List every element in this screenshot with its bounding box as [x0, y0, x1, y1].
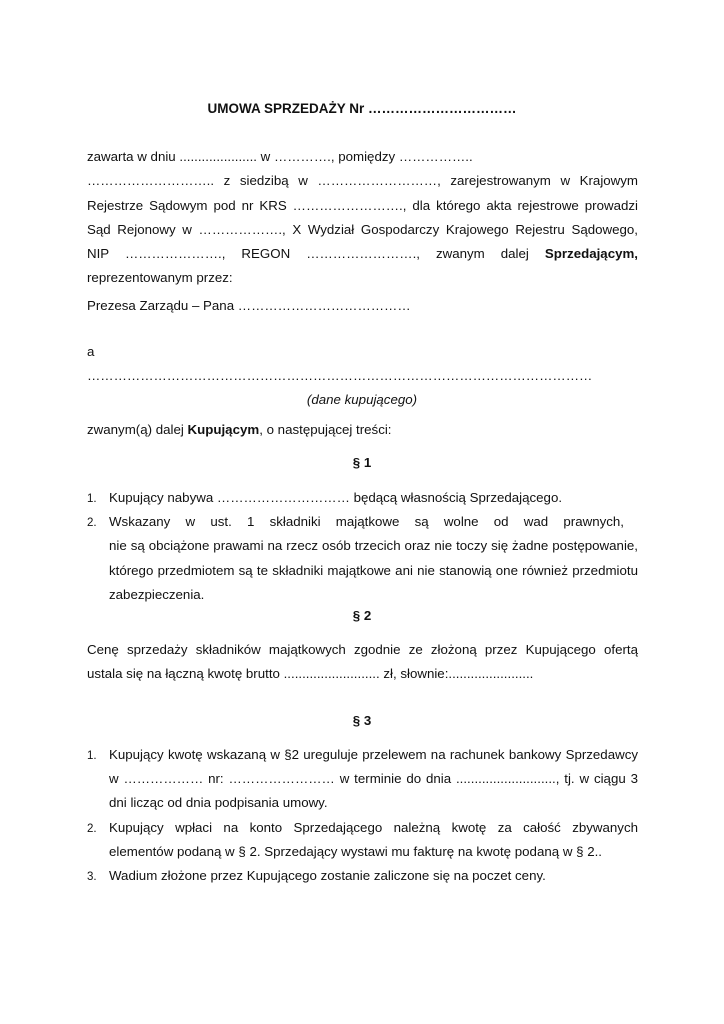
list-text: którego przedmiotem są te składniki majątkowe ani nie stanowią one również przedmiotu [109, 562, 638, 578]
list-text: Kupujący nabywa ………………………… będącą własnością Sprzedającego. [109, 490, 563, 505]
list-number: 2. [87, 822, 97, 835]
list-number: 1. [87, 750, 97, 762]
list-item [87, 743, 638, 816]
section-1-heading: § 1 [352, 455, 372, 470]
section-1-list [87, 486, 638, 607]
section-2-heading: § 2 [352, 608, 372, 623]
intro-line-5-text: NIP …………………., REGON ……………………., zwanym dalej [87, 246, 529, 262]
intro-paragraph [87, 145, 638, 291]
section-3-list [87, 743, 638, 888]
list-item [87, 486, 638, 510]
list-number: 2. [87, 517, 97, 530]
section-2-line-2: ustala się na łączną kwotę brutto .......................... zł, słownie:....................... [87, 666, 534, 682]
representative-line: Prezesa Zarządu – Pana ………………………………… [87, 298, 411, 313]
list-text: Wadium złożone przez Kupującego zostanie zaliczone się na poczet ceny. [109, 868, 546, 884]
list-number: 1. [87, 493, 97, 505]
intro-line-6: reprezentowanym przez: [87, 270, 233, 286]
buyer-data-caption: (dane kupującego) [306, 392, 418, 407]
intro-line-2: ……………………….. z siedzibą w ………………………, zarejestrowanym w Krajowym [87, 173, 638, 189]
list-text: Kupujący wpłaci na konto Sprzedającego należną kwotę za całość zbywanych [109, 819, 638, 835]
list-text: nie są obciążone prawami na rzecz osób trzecich oraz nie toczy się żadne postępowanie, [109, 538, 638, 554]
section-2-line-1: Cenę sprzedaży składników majątkowych zgodnie ze złożoną przez Kupującego ofertą [87, 642, 638, 657]
list-item [87, 510, 638, 607]
intro-line-4: Sąd Rejonowy w ………………., X Wydział Gospodarczy Krajowego Rejestru Sądowego, [87, 221, 638, 237]
buyer-intro [87, 418, 638, 442]
list-item [87, 864, 638, 888]
list-text: dni licząc od dnia podpisania umowy. [109, 795, 328, 811]
buyer-term: Kupującym [187, 422, 260, 437]
list-text: w ……………… nr: …………………… w terminie do dnia ..........................., tj. w ciągu 3 [109, 771, 638, 787]
list-text: elementów podaną w § 2. Sprzedający wystawi mu fakturę na kwotę podaną w § 2.. [109, 843, 602, 859]
intro-line-5 [87, 242, 638, 266]
list-number: 3. [87, 871, 97, 884]
buyer-intro-pre: zwanym(ą) dalej [87, 422, 184, 437]
list-text: Wskazany w ust. 1 składniki majątkowe są wolne od wad prawnych, [109, 514, 624, 530]
list-text: zabezpieczenia. [109, 586, 205, 602]
intro-line-3: Rejestrze Sądowym pod nr KRS ……………………., dla którego akta rejestrowe prowadzi [87, 197, 638, 213]
intro-line-1: zawarta w dniu ..................... w …………., pomiędzy …………….. [87, 149, 473, 164]
buyer-data-line: …………………………………………………………………………………………………… [87, 368, 593, 383]
list-item [87, 816, 638, 864]
document-title: UMOWA SPRZEDAŻY Nr …………………………… [207, 101, 517, 116]
section-2-paragraph [87, 638, 638, 687]
list-text: Kupujący kwotę wskazaną w §2 ureguluje przelewem na rachunek bankowy Sprzedawcy [109, 747, 638, 762]
buyer-intro-post: , o następującej treści: [259, 422, 392, 437]
and-word: a [87, 344, 95, 359]
seller-term: Sprzedającym, [544, 246, 638, 262]
section-3-heading: § 3 [352, 713, 372, 728]
